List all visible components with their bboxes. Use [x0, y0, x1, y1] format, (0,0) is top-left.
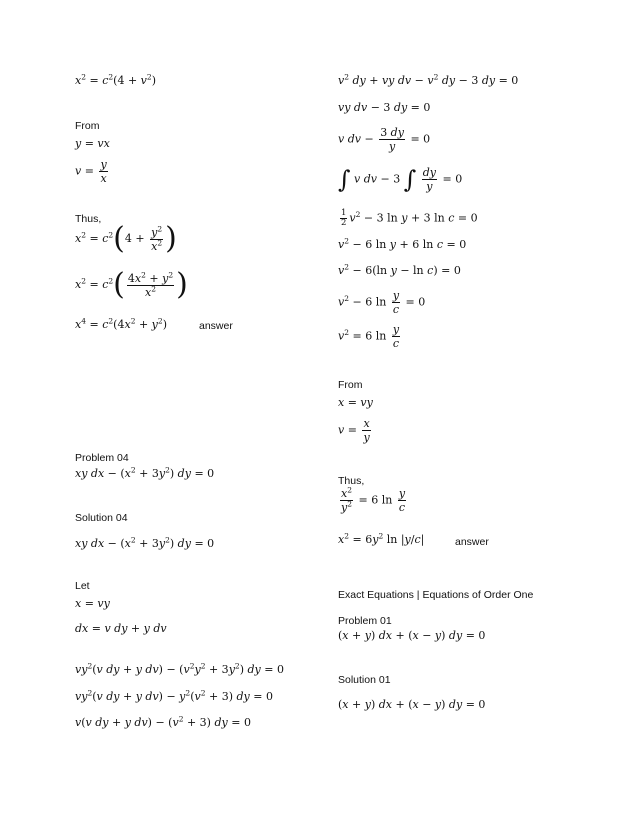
equation-y-vx: y = vx: [75, 137, 110, 150]
equation-r9: $v^2 = 6$ ln $\frac{y}{c}$: [338, 323, 400, 350]
problem-04-label: Problem 04: [75, 452, 129, 464]
equation-t2-final: $x^2 = 6y^2$ ln |y/c|: [338, 531, 425, 546]
equation-v-y-over-x: v = $\frac{y}{x}$: [75, 158, 107, 185]
equation-substitution-2: $vy^2(v$ dy + y $dv) - y^2(v^2 + 3)$ dy = 0: [75, 688, 273, 703]
equation-t1: $\frac{x^2}{y^2}$ = 6 ln $\frac{y}{c}$: [341, 485, 406, 514]
problem-01-equation: (x + y) dx + (x − y) dy = 0: [338, 629, 486, 642]
equation-r5: $\frac{1}{2}$ $v^2 - 3$ ln y + 3 ln c = 0: [341, 208, 478, 228]
problem-01-label: Problem 01: [338, 615, 392, 627]
from-label-right: From: [338, 379, 363, 391]
equation-substitution-3: v(v dy + y $dv) - (v^2 + 3)$ dy = 0: [75, 714, 251, 729]
equation-x4-result: $x^4 = c^2(4x^2 + y^2)$: [75, 316, 167, 331]
equation-x-vy-right: x = vy: [338, 396, 373, 409]
equation-x2-c2-expanded: $x^2 = c^2(4$ + $\frac{y^2}{x^2}$ ): [75, 221, 177, 256]
equation-r7: $v^2 - 6(\ln$ y − ln c) = 0: [338, 262, 461, 277]
equation-r2: vy dv − 3 dy = 0: [338, 101, 431, 114]
solution-04-equation: xy dx − $(x^2 + 3y^2)$ dy = 0: [75, 535, 215, 550]
equation-x2-c2-combined: $x^2 = c^2$( $\frac{4x^2 + y^2}{x^2}$ ): [75, 267, 188, 302]
equation-dx: dx = v dy + y dv: [75, 622, 167, 635]
let-label: Let: [75, 580, 90, 592]
equation-x-vy: x = vy: [75, 597, 110, 610]
equation-r4-integral: ∫ v dv − 3 ∫ $\frac{dy}{y}$ = 0: [338, 165, 463, 194]
problem-04-equation: xy dx − $(x^2 + 3y^2)$ dy = 0: [75, 465, 215, 480]
thus-label: Thus,: [75, 213, 102, 225]
equation-x2-c2: $x^2 = c^2(4 + v^2)$: [75, 72, 156, 87]
answer-label: answer: [199, 320, 233, 332]
thus-label-right: Thus,: [338, 475, 365, 487]
section-title: Exact Equations | Equations of Order One: [338, 589, 534, 601]
equation-substitution-1: $vy^2(v$ dy + y $dv) - (v^2y^2 + 3y^2)$ dy = 0: [75, 661, 284, 676]
solution-01-label: Solution 01: [338, 674, 391, 686]
solution-01-equation: (x + y) dx + (x − y) dy = 0: [338, 698, 486, 711]
answer-label-right: answer: [455, 536, 489, 548]
solution-04-label: Solution 04: [75, 512, 128, 524]
equation-v-x-over-y: v = $\frac{x}{y}$: [338, 417, 370, 444]
equation-r3: v dv − $\frac{3 dy}{y}$ = 0: [338, 126, 431, 153]
equation-r8: $v^2 - 6$ ln $\frac{y}{c}$ = 0: [338, 289, 426, 316]
from-label: From: [75, 120, 100, 132]
equation-r6: $v^2 - 6$ ln y + 6 ln c = 0: [338, 236, 467, 251]
equation-r1: $v^2$ dy + vy dv − $v^2$ dy − 3 dy = 0: [338, 72, 519, 87]
